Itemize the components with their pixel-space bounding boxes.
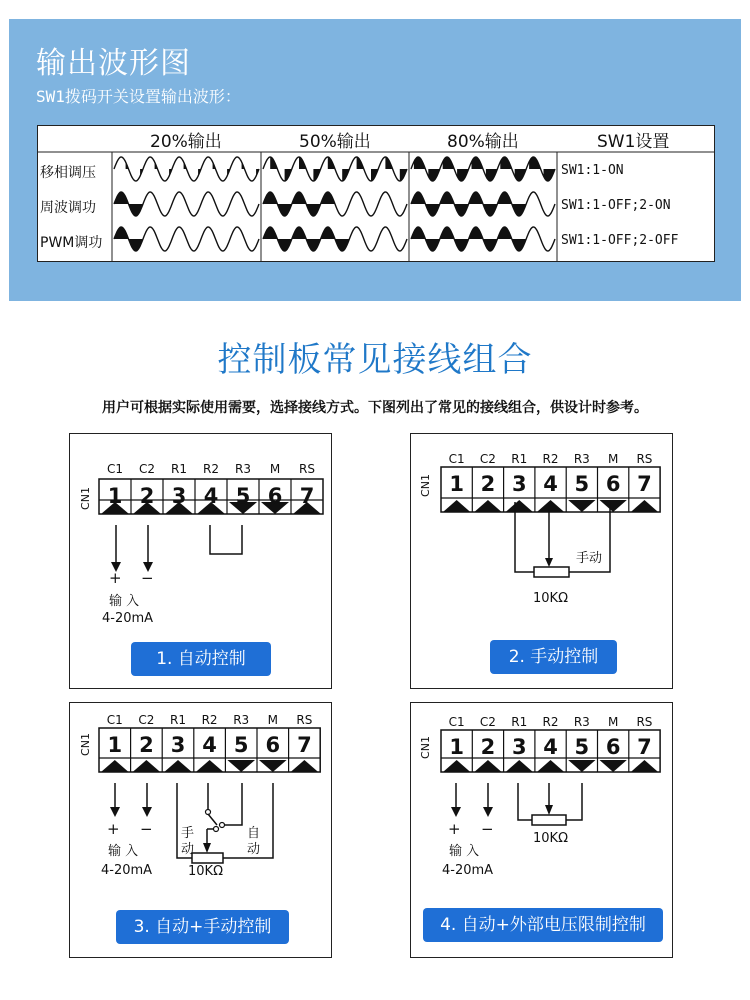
pin-number: 4 bbox=[543, 735, 558, 759]
pin-label: R1 bbox=[511, 452, 528, 466]
pin-number: 1 bbox=[107, 733, 123, 757]
pin-label: R1 bbox=[511, 715, 528, 729]
pin-label: C2 bbox=[138, 713, 155, 727]
caption-auto-limit: 4. 自动+外部电压限制控制 bbox=[423, 908, 663, 942]
input-label: 输 入 bbox=[109, 594, 140, 609]
pin-label: C2 bbox=[479, 715, 496, 729]
wiring-panel-auto-limit bbox=[410, 702, 673, 958]
manual-label: 手动 bbox=[576, 551, 603, 566]
pin-number: 3 bbox=[511, 472, 527, 496]
auto-v2: 动 bbox=[247, 842, 261, 857]
pin-label: R1 bbox=[171, 462, 187, 476]
auto-v1: 自 bbox=[247, 826, 261, 841]
pin-label: RS bbox=[636, 715, 653, 729]
pin-label: R1 bbox=[170, 713, 186, 727]
pin-number: 7 bbox=[637, 472, 652, 496]
pin-label: C1 bbox=[106, 462, 123, 476]
pin-label: R2 bbox=[203, 462, 219, 476]
pin-label: R2 bbox=[542, 452, 559, 466]
pin-number: 7 bbox=[637, 735, 652, 759]
manual-v1: 手 bbox=[181, 826, 195, 841]
pin-number: 7 bbox=[297, 733, 312, 757]
setting-pwm: SW1:1-OFF;2-OFF bbox=[561, 233, 679, 248]
input-plus: + bbox=[448, 820, 461, 838]
pin-label: R3 bbox=[235, 462, 251, 476]
pin-number: 5 bbox=[235, 484, 251, 508]
pin-label: C1 bbox=[106, 713, 123, 727]
pin-label: R3 bbox=[573, 452, 590, 466]
pin-label: RS bbox=[636, 452, 653, 466]
pin-number: 1 bbox=[449, 472, 464, 496]
input-minus: − bbox=[481, 820, 494, 838]
input-minus: − bbox=[140, 820, 153, 838]
connector-label: CN1 bbox=[418, 736, 432, 759]
pin-label: C2 bbox=[479, 452, 496, 466]
wiring-panel-auto-manual bbox=[69, 702, 332, 958]
pin-label: C1 bbox=[448, 715, 465, 729]
manual-v2: 动 bbox=[181, 842, 195, 857]
pin-number: 6 bbox=[605, 735, 621, 759]
pin-label: RS bbox=[299, 462, 315, 476]
pin-number: 3 bbox=[511, 735, 527, 759]
row-label-phase: 移相调压 bbox=[40, 165, 96, 181]
pin-label: M bbox=[607, 452, 619, 466]
combo-title: 控制板常见接线组合 bbox=[217, 340, 533, 380]
current-range: 4-20mA bbox=[442, 863, 494, 878]
pin-label: C2 bbox=[138, 462, 155, 476]
combo-description: 用户可根据实际使用需要，选择接线方式。下图列出了常见的接线组合，供设计时参考。 bbox=[102, 400, 648, 416]
pot-value: 10KΩ bbox=[533, 591, 569, 606]
pin-number: 3 bbox=[170, 733, 186, 757]
pin-number: 5 bbox=[233, 733, 249, 757]
input-label: 输 入 bbox=[108, 844, 139, 859]
header-50: 50%输出 bbox=[299, 132, 371, 152]
pin-number: 2 bbox=[480, 472, 496, 496]
row-label-pwm: PWM调功 bbox=[40, 235, 103, 251]
pin-number: 5 bbox=[574, 472, 590, 496]
pot-value: 10KΩ bbox=[188, 864, 224, 879]
input-plus: + bbox=[107, 820, 120, 838]
pin-label: R3 bbox=[233, 713, 250, 727]
wiring-panel-auto bbox=[69, 433, 332, 689]
header-sw1: SW1设置 bbox=[597, 132, 670, 152]
caption-manual: 2. 手动控制 bbox=[490, 640, 617, 674]
waveform-title: 输出波形图 bbox=[36, 46, 191, 81]
header-80: 80%输出 bbox=[447, 132, 519, 152]
pin-number: 6 bbox=[265, 733, 281, 757]
input-plus: + bbox=[109, 569, 122, 587]
pin-label: M bbox=[269, 462, 281, 476]
pin-number: 3 bbox=[171, 484, 187, 508]
setting-cycle: SW1:1-OFF;2-ON bbox=[561, 198, 671, 213]
input-label: 输 入 bbox=[449, 844, 480, 859]
pin-number: 2 bbox=[480, 735, 496, 759]
pin-number: 4 bbox=[202, 733, 217, 757]
pin-number: 6 bbox=[267, 484, 283, 508]
pin-number: 4 bbox=[543, 472, 558, 496]
pin-number: 2 bbox=[139, 733, 154, 757]
caption-auto: 1. 自动控制 bbox=[131, 642, 271, 676]
waveform-subtitle: SW1拨码开关设置输出波形： bbox=[36, 87, 241, 106]
pin-label: RS bbox=[296, 713, 313, 727]
connector-label: CN1 bbox=[78, 487, 92, 510]
pin-number: 1 bbox=[107, 484, 123, 508]
pin-number: 4 bbox=[203, 484, 219, 508]
pin-number: 5 bbox=[574, 735, 590, 759]
pin-label: M bbox=[607, 715, 619, 729]
connector-label: CN1 bbox=[78, 733, 92, 756]
connector-label: CN1 bbox=[418, 474, 432, 497]
row-label-cycle: 周波调功 bbox=[40, 200, 96, 216]
input-minus: − bbox=[141, 569, 154, 587]
pin-number: 1 bbox=[449, 735, 464, 759]
waveform-table bbox=[37, 125, 715, 262]
header-20: 20%输出 bbox=[150, 132, 222, 152]
pin-label: R3 bbox=[573, 715, 590, 729]
pin-label: M bbox=[267, 713, 278, 727]
wiring-panel-manual bbox=[410, 433, 673, 689]
caption-auto-manual: 3. 自动+手动控制 bbox=[116, 910, 289, 944]
pot-value: 10KΩ bbox=[533, 831, 569, 846]
pin-label: R2 bbox=[542, 715, 559, 729]
current-range: 4-20mA bbox=[101, 863, 153, 878]
pin-label: C1 bbox=[448, 452, 465, 466]
current-range: 4-20mA bbox=[102, 611, 154, 626]
setting-phase: SW1:1-ON bbox=[561, 163, 624, 178]
pin-number: 2 bbox=[139, 484, 155, 508]
pin-number: 6 bbox=[605, 472, 621, 496]
pin-label: R2 bbox=[201, 713, 218, 727]
pin-number: 7 bbox=[299, 484, 315, 508]
